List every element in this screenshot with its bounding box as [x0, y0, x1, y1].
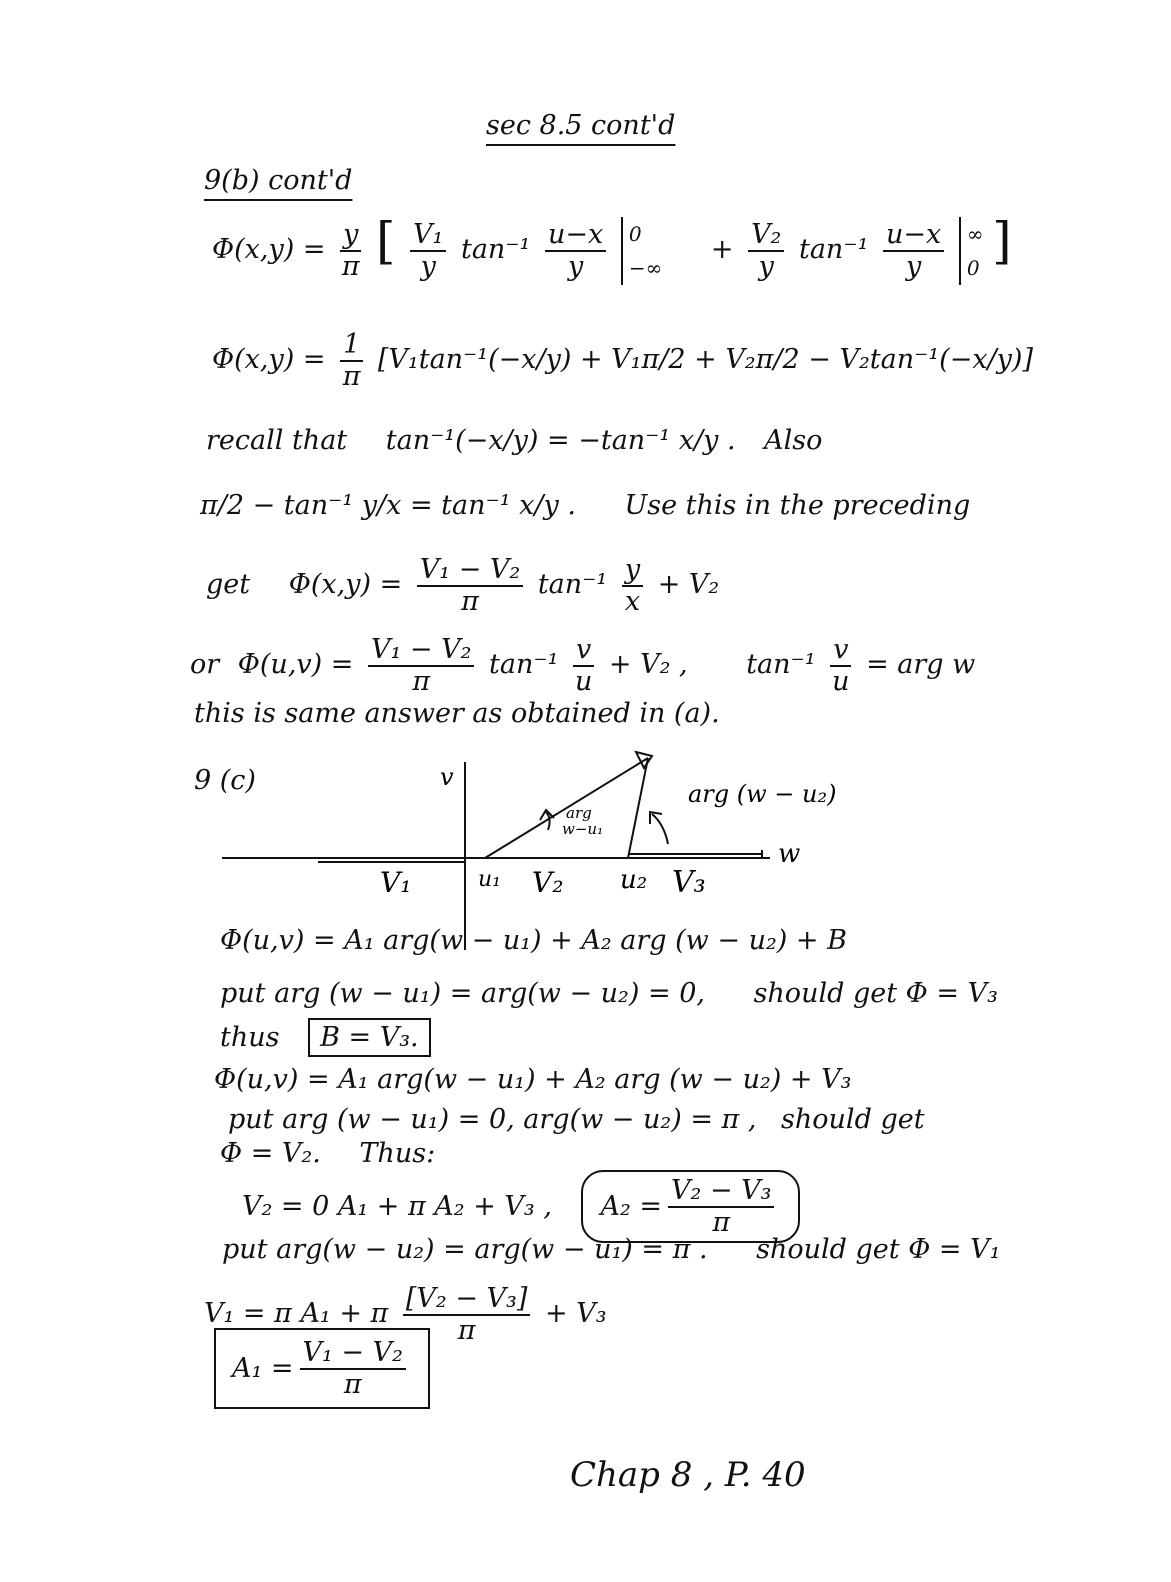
- eq1-lhs: Φ(x,y) =: [212, 234, 326, 265]
- part-b-label: 9(b) cont'd: [204, 165, 353, 196]
- boxed-A1: A₁ = $\frac{\text{V₁ − V₂}}{\pi}$: [214, 1328, 430, 1409]
- recall-line: recall that tan⁻¹(−x/y) = −tan⁻¹ x/y . Also: [206, 425, 823, 456]
- eq1-term2: $\frac{\text{V₂}}{y}$: [748, 220, 784, 281]
- conclusion-text: this is same answer as obtained in (a).: [194, 698, 720, 729]
- eq1-limits1: 0 −∞: [621, 217, 662, 285]
- label-V2: V₂: [532, 866, 564, 899]
- put-line-2: put arg (w − u₁) = 0, arg(w − u₂) = π , should get: [228, 1104, 925, 1135]
- arg2-arc: [652, 814, 668, 844]
- identity-line: π/2 − tan⁻¹ y/x = tan⁻¹ x/y . Use this in the preceding: [200, 490, 971, 521]
- axis-w-label: w: [778, 839, 801, 869]
- arg2-label: arg (w − u₂): [688, 780, 837, 808]
- page-footer: Chap 8 , P. 40: [570, 1455, 806, 1495]
- label-u2: u₂: [620, 865, 648, 895]
- vector-w-u2: [628, 758, 648, 858]
- arg1-top: arg: [566, 804, 592, 822]
- eq1-term1: $\frac{\text{V₁}}{y}$: [410, 220, 446, 281]
- boxed-A2: A₂ = $\frac{\text{V₂ − V₃}}{\pi}$: [581, 1170, 801, 1243]
- axis-v-label: v: [440, 763, 454, 791]
- eq1-arg1: $\frac{u-x}{y}$: [545, 220, 606, 281]
- label-u1: u₁: [478, 867, 501, 892]
- equation-1: Φ(x,y) = $\frac{y}{\pi}$ [ $\frac{\text{V₁}}{y}$ tan⁻¹ $\frac{u-x}{y}$ 0 −∞ + $\frac{\text{V₂}}{y}$ tan⁻¹ $\frac{u-x}{y}$ ∞ 0 ]: [212, 212, 1012, 285]
- equation-7: V₂ = 0 A₁ + π A₂ + V₃ , A₂ = $\frac{\text{V₂ − V₃}}{\pi}$: [242, 1170, 800, 1243]
- eq2-coef: $\frac{1}{\pi}$: [340, 330, 363, 391]
- put-line-3: put arg(w − u₂) = arg(w − u₁) = π . should get Φ = V₁: [222, 1234, 1001, 1265]
- part-c-label: 9 (c): [194, 765, 256, 796]
- eq1-coef: $\frac{y}{\pi}$: [341, 218, 360, 282]
- thus-line-2: Φ = V₂. Thus:: [220, 1138, 436, 1169]
- label-V1: V₁: [380, 866, 412, 899]
- equation-3: get Φ(x,y) = $\frac{\text{V₁ − V₂}}{\pi}$ tan⁻¹ $\frac{y}{x}$ + V₂: [206, 554, 720, 617]
- equation-6: Φ(u,v) = A₁ arg(w − u₁) + A₂ arg (w − u₂) + V₃: [214, 1064, 852, 1095]
- put-line-1: put arg (w − u₁) = arg(w − u₂) = 0, should get Φ = V₃: [220, 978, 998, 1009]
- eq2-body: [V₁tan⁻¹(−x/y) + V₁π/2 + V₂π/2 − V₂tan⁻¹(−x/y)]: [377, 344, 1033, 376]
- arg1-bottom: w−u₁: [562, 820, 604, 838]
- equation-4: or Φ(u,v) = $\frac{\text{V₁ − V₂}}{\pi}$ tan⁻¹ $\frac{v}{u}$ + V₂ , tan⁻¹ $\frac{v}{u}$ = arg w: [190, 634, 976, 697]
- equation-8: V₁ = π A₁ + π $\frac{\text{[V₂ − V₃]}}{\pi}$ + V₃: [204, 1283, 607, 1346]
- boxed-A1-wrap: [214, 1328, 430, 1409]
- thus-line-1: thus B = V₃.: [220, 1022, 431, 1053]
- label-V3: V₃: [672, 865, 706, 900]
- boxed-B: B = V₃.: [308, 1018, 431, 1057]
- equation-5: Φ(u,v) = A₁ arg(w − u₁) + A₂ arg (w − u₂) + B: [220, 925, 847, 956]
- eq1-limits2: ∞ 0: [959, 217, 984, 285]
- equation-2: Φ(x,y) = $\frac{1}{\pi}$ [V₁tan⁻¹(−x/y) + V₁π/2 + V₂π/2 − V₂tan⁻¹(−x/y)]: [212, 329, 1033, 392]
- eq1-arg2: $\frac{u-x}{y}$: [883, 220, 944, 281]
- page-title: sec 8.5 cont'd: [486, 110, 676, 141]
